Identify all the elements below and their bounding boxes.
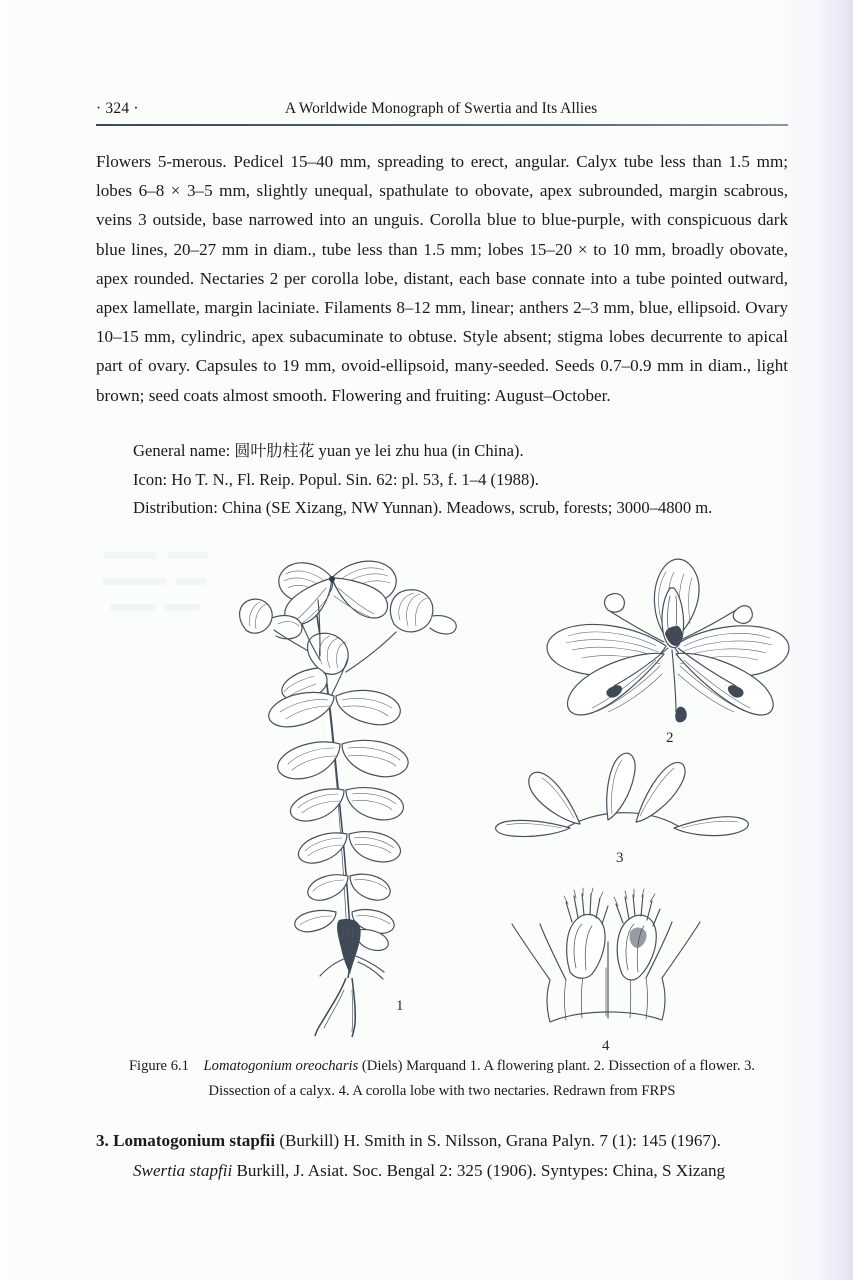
caption-line-2: Dissection of a calyx. 4. A corolla lobe with two nectaries. Redrawn from FRPS <box>208 1082 676 1099</box>
panel-2-number: 2 <box>666 730 674 746</box>
flower-open-a <box>279 561 396 625</box>
plant-base-caudex <box>295 910 394 979</box>
panel-2-flower-dissection <box>547 559 789 746</box>
running-title: A Worldwide Monograph of Swertia and Its Allies <box>284 100 598 117</box>
leaf-pair-3 <box>290 788 403 821</box>
general-name-chinese: 圆叶肋柱花 <box>234 441 315 460</box>
flower-open-b <box>282 633 348 700</box>
panel-4-corolla-lobe-nectaries <box>512 888 700 1054</box>
header-rule <box>96 124 788 126</box>
panel-1-flowering-plant <box>240 561 457 1037</box>
panel-4-number: 4 <box>602 1038 610 1054</box>
general-name-pinyin: yuan ye lei zhu hua (in China). <box>318 441 524 460</box>
description-paragraph: Flowers 5-merous. Pedicel 15–40 mm, spreading to erect, angular. Calyx tube less than 1.5 mm; lobes 6–8 × 3–5 mm, slightly unequal, spathulate to obovate, apex subrounded, margin scabrous, veins 3 outside, base narrowed into an unguis. Corolla blue to blue-purple, with conspicuous dark blue lines, 20–27 mm in diam., tube less than 1.5 mm; lobes 15–20 × to 10 mm, broadly obovate, apex rounded. Nectaries 2 per corolla lobe, distant, each base connate into a tube pointed outward, apex lamellate, margin laciniate. Filaments 8–12 mm, linear; anthers 2–3 mm, blue, ellipsoid. Ovary 10–15 mm, cylindric, apex subacuminate to obtuse. Style absent; stigma lobes decurrente to apical part of ovary. Capsules to 19 mm, ovoid-ellipsoid, many-seeded. Seeds 0.7–0.9 mm in diam., light brown; seed coats almost smooth. Flowering and fruiting: August–October. <box>96 152 788 405</box>
panel-3-calyx-dissection <box>496 753 749 866</box>
caption-line-1 <box>96 1054 788 1079</box>
synonym-name: Swertia stapfii <box>133 1160 233 1180</box>
leaf-pair-4 <box>298 832 400 863</box>
general-name-line <box>133 437 793 466</box>
caption-rest-line-1: (Diels) Marquand 1. A flowering plant. 2. Dissection of a flower. 3. <box>361 1058 756 1074</box>
taxon-name: 3. Lomatogonium stapfii <box>96 1131 276 1150</box>
icon-line: Icon: Ho T. N., Fl. Reip. Popul. Sin. 62: pl. 53, f. 1–4 (1988). <box>133 469 539 489</box>
body-text <box>96 147 788 410</box>
leaf-pair-5 <box>308 874 390 900</box>
taxon-entry <box>96 1126 796 1185</box>
figure-caption <box>96 1054 788 1103</box>
synonym-citation: Burkill, J. Asiat. Soc. Bengal 2: 325 (1906). Syntypes: China, S Xizang <box>236 1160 726 1180</box>
figure-illustration <box>96 538 788 1054</box>
figure-number: Figure 6.1 <box>128 1058 189 1074</box>
panel-3-number: 3 <box>616 850 624 866</box>
distribution-line: Distribution: China (SE Xizang, NW Yunnan). Meadows, scrub, forests; 3000–4800 m. <box>133 498 713 518</box>
botanical-figure <box>96 538 788 1054</box>
taxon-synonym-line <box>96 1156 796 1186</box>
page-number: · 324 · <box>96 100 139 117</box>
taxon-authority: (Burkill) H. Smith in S. Nilsson, Grana Palyn. 7 (1): 145 (1967). <box>279 1131 721 1150</box>
figure-species-name: Lomatogonium oreocharis <box>203 1058 359 1074</box>
notes-block <box>133 437 793 523</box>
running-head <box>96 100 786 122</box>
general-name-label: General name: <box>133 441 231 460</box>
leaf-pair-2 <box>278 740 408 778</box>
panel-1-number: 1 <box>396 998 404 1014</box>
